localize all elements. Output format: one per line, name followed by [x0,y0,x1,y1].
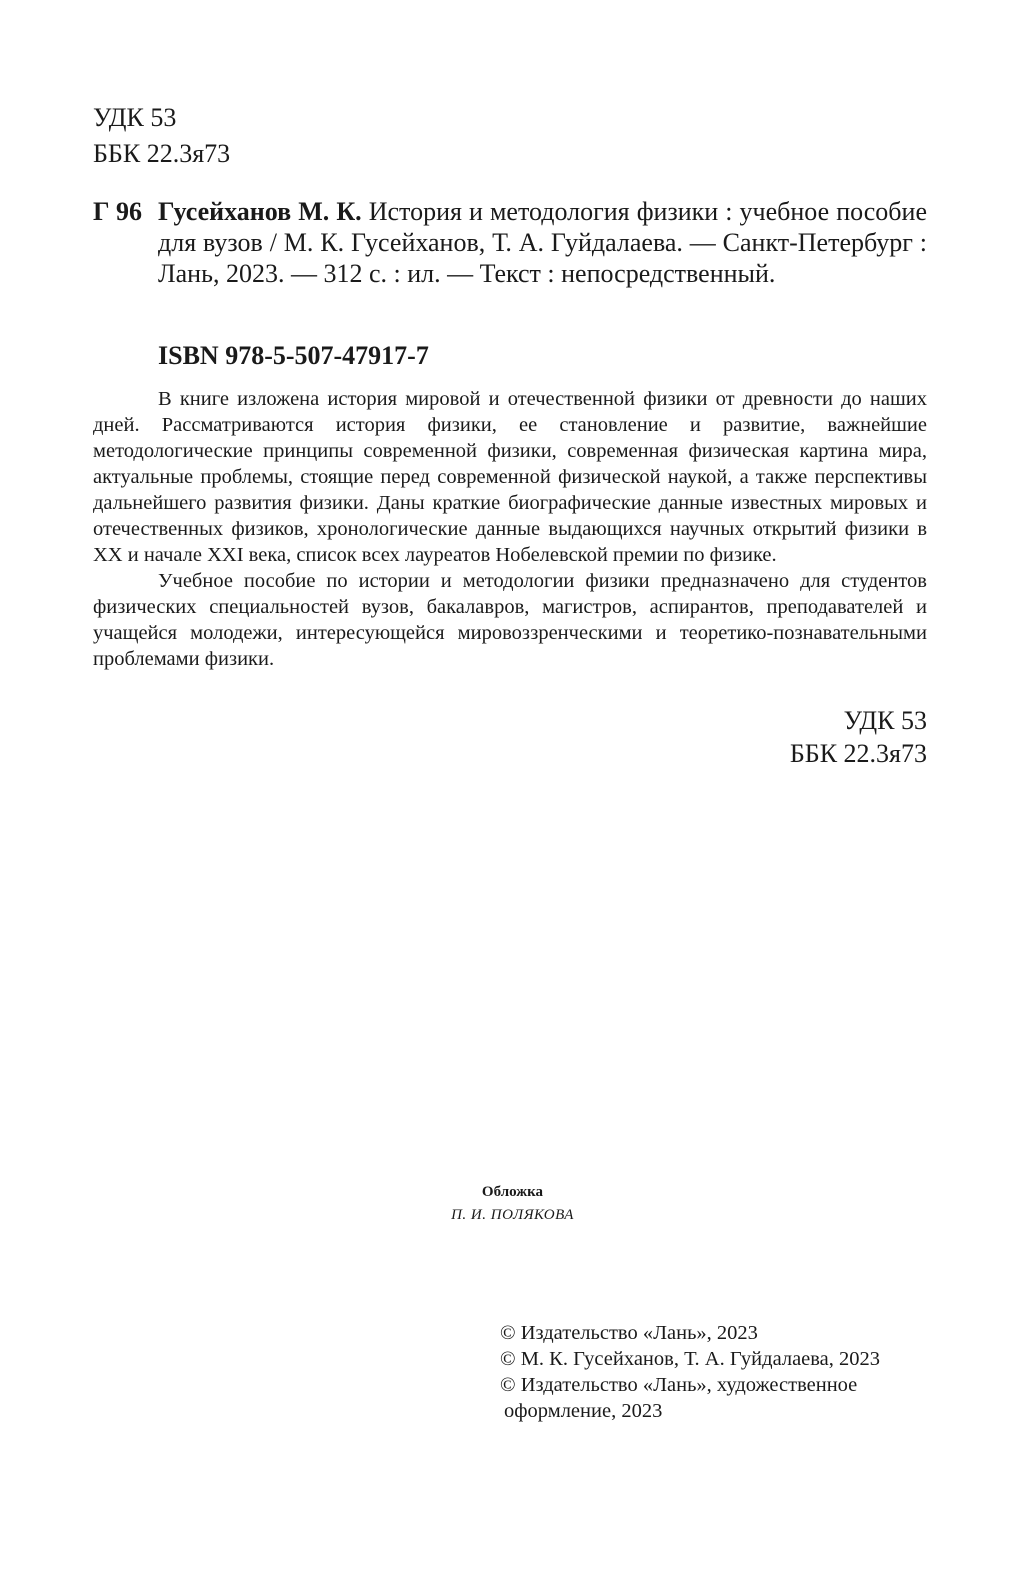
cover-credit-title: Обложка [481,1184,544,1200]
udk-code: УДК 53 [93,103,177,132]
author-code: Г 96 [93,197,143,226]
author-name: Гусейханов М. К. [158,197,362,226]
classification-bottom [790,704,927,770]
annotation [93,386,927,672]
classification-top [93,100,230,172]
copyright-line: © М. К. Гусейханов, Т. А. Гуйдалаева, 2023 [500,1348,881,1370]
copyright-line: © Издательство «Лань», 2023 [500,1322,758,1344]
annotation-paragraph: В книге изложена история мировой и отечественной физики от древности до наших дней. Рассматриваются история физики, ее становление и развитие, важнейшие методологические принципы современной физики, современная физическая картина мира, актуальные проблемы, стоящие перед современной физической наукой, а также перспективы дальнейшего развития физики. Даны краткие биографические данные известных мировых и отечественных физиков, хронологические данные выдающихся научных открытий физики в XX и начале XXI века, список всех лауреатов Нобелевской премии по физике. [93,388,927,566]
isbn: ISBN 978-5-507-47917-7 [158,341,429,370]
copyright-block [500,1320,880,1424]
bbk-code: ББК 22.3я73 [93,139,231,168]
bibliographic-description [158,196,927,289]
bbk-code: ББК 22.3я73 [789,739,927,768]
copyright-line: оформление, 2023 [504,1400,663,1422]
udk-code: УДК 53 [843,706,927,735]
cover-credit [0,1180,1025,1226]
annotation-paragraph: Учебное пособие по истории и методологии физики предназначено для студентов физических специальностей вузов, бакалавров, магистров, аспирантов, преподавателей и учащейся молодежи, интересующейся мировоззренческими и теоретико-познавательными проблемами физики. [93,570,927,670]
copyright-line: © Издательство «Лань», художественное [500,1374,858,1396]
title-description: История и методология физики : учебное пособие для вузов / М. К. Гусейханов, Т. А. Гуйдалаева. — Санкт-Петербург : Лань, 2023. — 312 с. : ил. — Текст : непосредственный. [158,197,927,288]
cover-designer: П. И. ПОЛЯКОВА [451,1207,574,1223]
